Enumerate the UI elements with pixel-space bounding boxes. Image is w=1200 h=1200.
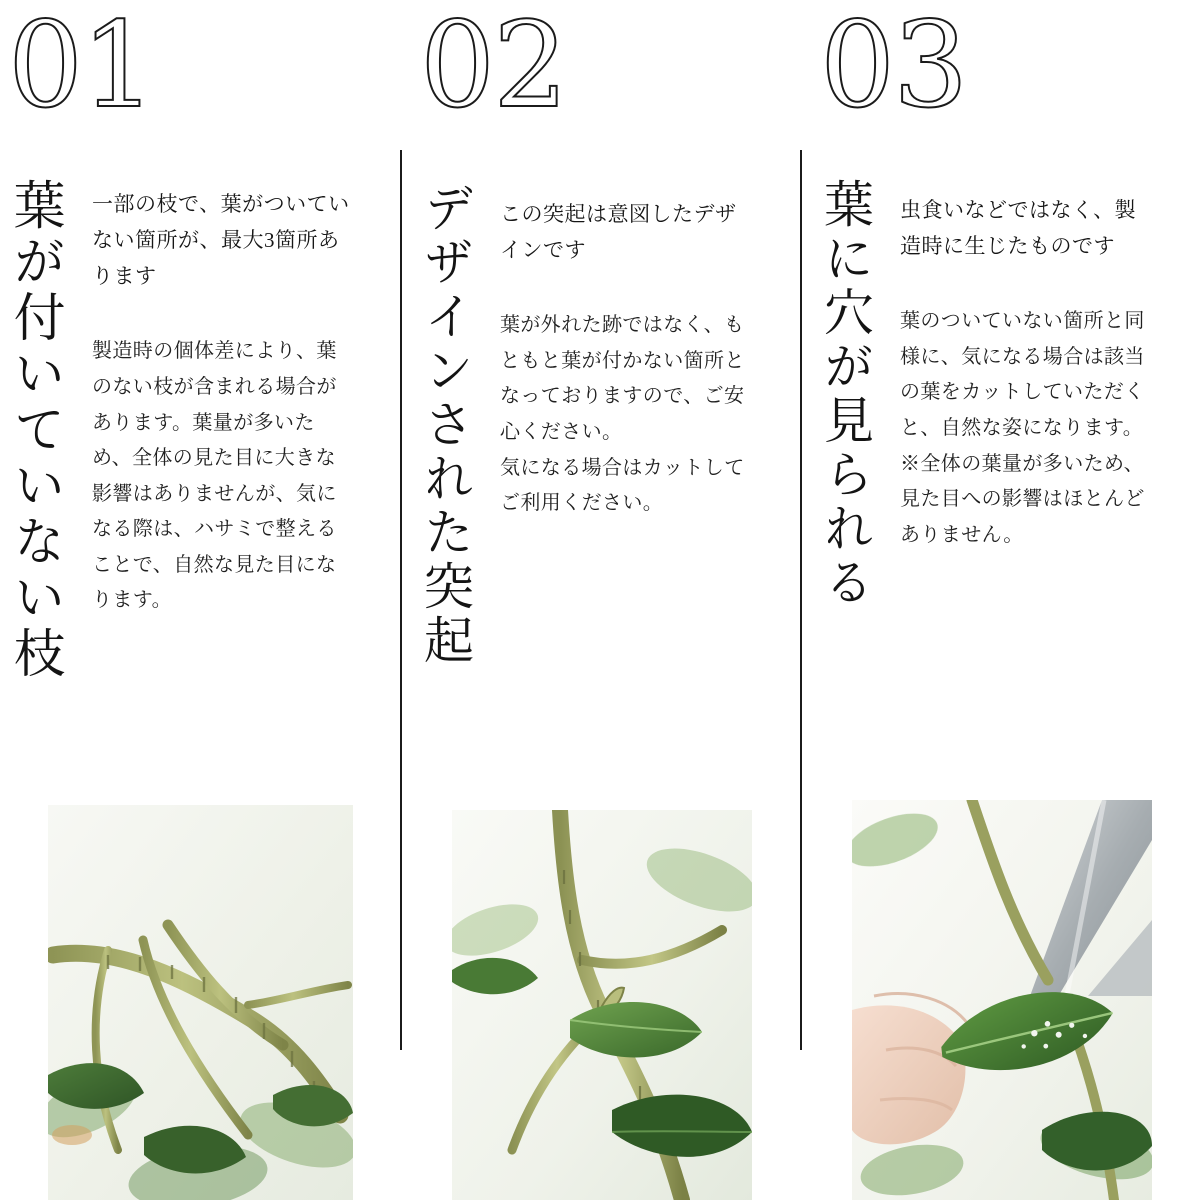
column-divider — [800, 150, 802, 1050]
section-01 — [0, 0, 400, 1200]
section-copy-01 — [92, 186, 350, 619]
section-number-01: 01 — [8, 0, 155, 134]
section-copy-02 — [500, 196, 750, 522]
section-photo-02 — [452, 810, 752, 1200]
section-number-03: 03 — [820, 0, 967, 134]
section-lead-03: 虫食いなどではなく、製造時に生じたものです — [900, 198, 1137, 259]
section-detail-01: 製造時の個体差により、葉のない枝が含まれる場合があります。葉量が多いため、全体の見た目に大きな影響はありませんが、気になる際は、ハサミで整えることで、自然な見た目になります。 — [92, 340, 337, 612]
branch-closeup-illustration — [48, 805, 353, 1200]
section-copy-03 — [900, 192, 1150, 553]
section-lead-02: この突起は意図したデザインです — [500, 202, 737, 263]
section-detail-03: 葉のついていない箇所と同様に、気になる場合は該当の葉をカットしていただくと、自然な姿になります。 ※全体の葉量が多いため、見た目への影響はほとんどありません。 — [900, 310, 1145, 546]
section-heading-02: デザインされた突起 — [416, 182, 474, 668]
column-divider — [400, 150, 402, 1050]
section-number-02: 02 — [420, 0, 567, 134]
section-heading-03: 葉に穴が見られる — [816, 178, 874, 610]
section-03 — [800, 0, 1200, 1200]
section-photo-03 — [852, 800, 1152, 1200]
nub-closeup-illustration — [452, 810, 752, 1200]
section-lead-01: 一部の枝で、葉がついていない箇所が、最大3箇所あります — [92, 192, 350, 289]
section-heading-01: 葉が付いていない枝 — [4, 178, 65, 682]
section-photo-01 — [48, 805, 353, 1200]
section-detail-02: 葉が外れた跡ではなく、もともと葉が付かない箇所となっておりますので、ご安心ください。 気になる場合はカットしてご利用ください。 — [500, 314, 745, 515]
pinholed-leaf-illustration — [852, 800, 1152, 1200]
section-02 — [400, 0, 800, 1200]
